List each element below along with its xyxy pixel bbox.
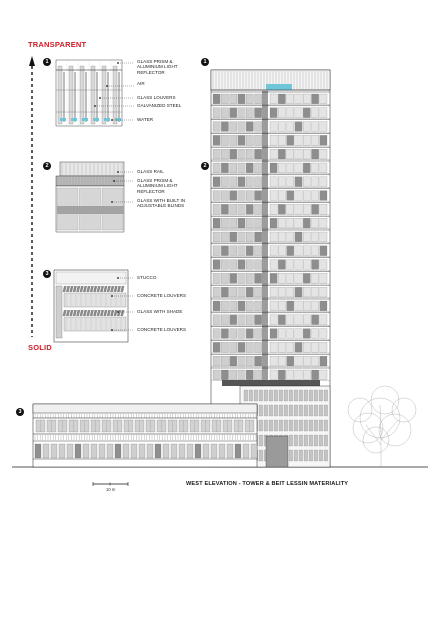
detail-2-badge: 2 xyxy=(43,162,51,170)
detail-3-badge: 3 xyxy=(43,270,51,278)
elevation-marker-3: 3 xyxy=(16,408,24,416)
detail-1-label-3: GLASS LOUVERS xyxy=(137,95,176,100)
elevation-marker-2: 2 xyxy=(201,162,209,170)
detail-2-label-3: GLASS WITH BUILT IN ADJUSTABLE BLINDS xyxy=(137,198,186,209)
detail-1-badge: 1 xyxy=(43,58,51,66)
detail-1-label-2: AIR xyxy=(137,81,145,86)
solid-label: SOLID xyxy=(28,343,52,352)
detail-3-label-4: CONCRETE LOUVERS xyxy=(137,327,187,332)
scale-bar-label: 10 m xyxy=(106,487,116,492)
detail-3-label-2: CONCRETE LOUVERS xyxy=(137,293,187,298)
drawing-title: WEST ELEVATION - TOWER & BEIT LESSIN MATERIALITY xyxy=(186,481,349,487)
detail-1-label-5: WATER xyxy=(137,117,154,122)
detail-1-label-4: GALVANIZED STEEL xyxy=(137,103,182,108)
detail-1-label-1: GLASS PRISM & ALUMINIUM LIGHT REFLECTOR xyxy=(137,59,178,75)
transparent-label: TRANSPARENT xyxy=(28,40,87,49)
detail-3-label-1: STUCCO xyxy=(137,275,157,280)
detail-2-label-1: GLASS RAIL xyxy=(137,169,164,174)
elevation-marker-1: 1 xyxy=(201,58,209,66)
detail-3-label-3: GLASS WITH SHADE xyxy=(137,309,183,314)
detail-2-label-2: GLASS PRISM & ALUMINIUM LIGHT REFLECTOR xyxy=(137,178,178,194)
